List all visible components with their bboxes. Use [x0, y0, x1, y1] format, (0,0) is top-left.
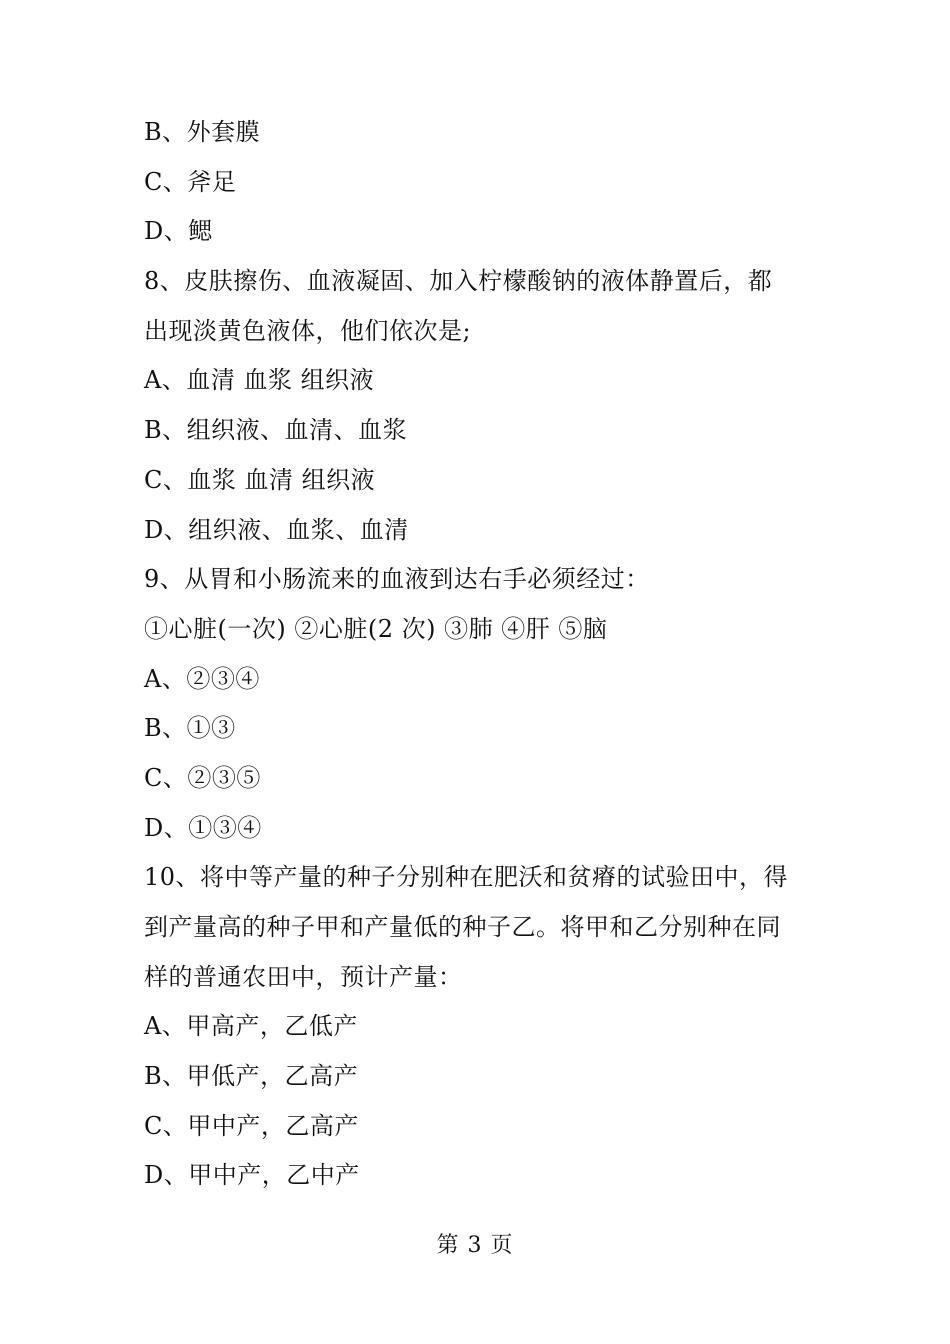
option-d-q7: D、鳃	[144, 217, 213, 246]
option-d-q8: D、组织液、血浆、血清	[144, 515, 409, 544]
question-10-line-1: 10、将中等产量的种子分别种在肥沃和贫瘠的试验田中，得	[144, 863, 789, 892]
option-b-q8: B、组织液、血清、血浆	[144, 416, 408, 445]
option-d-q9: D、①③④	[144, 813, 262, 842]
page-number: 第 3 页	[436, 1233, 514, 1258]
question-9-line-1: 9、从胃和小肠流来的血液到达右手必须经过：	[144, 565, 650, 594]
option-d-q10: D、甲中产，乙中产	[144, 1161, 360, 1190]
question-10-line-2: 到产量高的种子甲和产量低的种子乙。将甲和乙分别种在同	[144, 913, 781, 941]
option-a-q9: A、②③④	[144, 664, 260, 693]
question-8-line-1: 8、皮肤擦伤、血液凝固、加入柠檬酸钠的液体静置后，都	[144, 267, 773, 296]
option-b-q9: B、①③	[144, 714, 236, 743]
question-8-line-2: 出现淡黄色液体，他们依次是;	[144, 316, 472, 345]
option-c-q7: C、斧足	[144, 167, 237, 196]
question-9-line-2: ①心脏(一次) ②心脏(2 次) ③肺 ④肝 ⑤脑	[144, 614, 608, 643]
option-a-q8: A、血清 血浆 组织液	[144, 366, 375, 395]
page-content	[144, 108, 824, 1201]
question-10-line-3: 样的普通农田中，预计产量：	[144, 962, 463, 991]
option-c-q10: C、甲中产，乙高产	[144, 1111, 359, 1140]
option-c-q8: C、血浆 血清 组织液	[144, 465, 376, 494]
option-b-q7: B、外套膜	[144, 118, 261, 146]
option-c-q9: C、②③⑤	[144, 763, 261, 792]
option-a-q10: A、甲高产，乙低产	[144, 1012, 358, 1041]
option-b-q10: B、甲低产，乙高产	[144, 1062, 359, 1091]
